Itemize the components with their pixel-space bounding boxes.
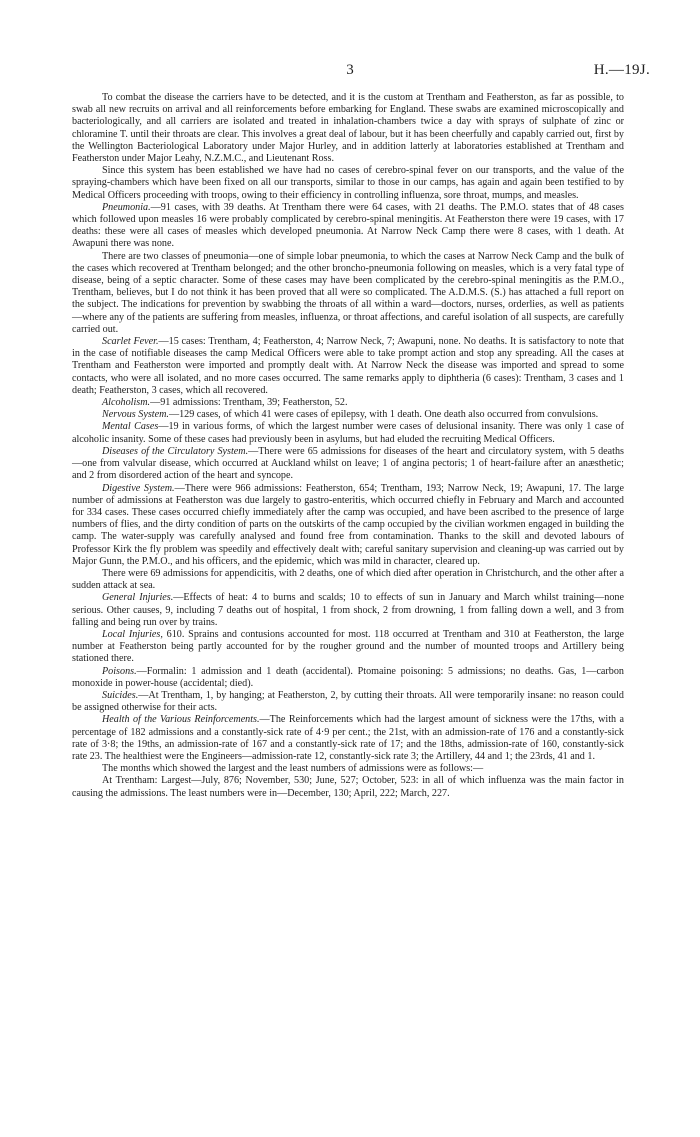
paragraph-digestive-system: Digestive System.—There were 966 admissions: Featherston, 654; Trentham, 193; Narrow Neck, 19; Awapuni, 17. The large number of admissions at Featherston was due largely to gastro-enteritis, which occurred chiefly in February and March and accounted for 334 cases. These cases occurred chiefly immediately after the camp was occupied, and have been ascribed to the presence of large numbers of flies, and the dirty condition of parts on the outskirts of the camp occupied by the civilian workmen engaged in building the camp. The water-supply was carefully analysed and found free from contamination. Thanks to the skill and devoted labours of Professor Kirk the fly problem was speedily and effectively dealt with; careful sanitary supervision and cleaning-up was carried out by Major Gunn, the P.M.O., and his officers, and the epidemic, which was mild in character, cleared up. (72, 482, 624, 567)
subheading: Diseases of the Circulatory System. (102, 445, 249, 457)
document-reference: H.—19J. (593, 62, 650, 78)
paragraph-circulatory-system: Diseases of the Circulatory System.—There were 65 admissions for diseases of the heart and circulatory system, with 5 deaths—one from valvular disease, which occurred at Auckland whilst on leave; 1 of angina pectoris; 1 of heart-failure after an anæsthetic; and 2 from disordered action of the heart and syncope. (72, 445, 624, 482)
subheading: Suicides. (102, 689, 139, 701)
paragraph-poisons: Poisons.—Formalin: 1 admission and 1 death (accidental). Ptomaine poisoning: 5 admissions; no deaths. Gas, 1—carbon monoxide in power-house (accidental; died). (72, 665, 624, 689)
paragraph: The months which showed the largest and the least numbers of admissions were as follows:— (102, 763, 484, 775)
paragraph-general-injuries: General Injuries.—Effects of heat: 4 to burns and scalds; 10 to effects of sun in January and March whilst training—none serious. Other causes, 9, including 7 deaths out of hospital, 1 from shock, 2 from drowning, 1 from falling down a well, and 3 from falling and being run over by trains. (72, 592, 624, 628)
subheading: Alcoholism. (102, 397, 151, 409)
subheading: Digestive System. (102, 482, 175, 494)
paragraph-local-injuries: Local Injuries, 610. Sprains and contusions accounted for most. 118 occurred at Trentham and 310 at Featherston, the large number at Featherston being partly accounted for by the rougher ground and the number of mounted troops and Artillery being stationed there. (72, 628, 625, 665)
paragraph: To combat the disease the carriers have to be detected, and it is the custom at Trentham and Featherston, as far as possible, to swab all new recruits on arrival and all reinforcements before embarking for England. These swabs are examined microscopically and bacteriologically, and all carriers are isolated and treated in inhalation-chambers twice a day with sprays of sulphate of zinc or chloramine T. until their throats are clear. This involves a great deal of labour, but it has been cheerfully and capably carried out, first by the Wellington Bacteriological Laboratory under Major Hurley, and in addition latterly at laboratories established at Trentham and Featherston under Major Leahy, N.Z.M.C., and Lieutenant Ross. (72, 92, 624, 165)
paragraph-pneumonia: Pneumonia.—91 cases, with 39 deaths. At Trentham there were 64 cases, with 21 deaths. The P.M.O. states that of 48 cases which followed upon measles 16 were probably complicated by cerebro-spinal meningitis. At Featherston there were 19 cases, with 17 deaths: these were all cases of measles which developed pneumonia. At Narrow Neck Camp there were 8 cases, with 1 death. At Awapuni there was none. (72, 201, 624, 250)
paragraph: At Trentham: Largest—July, 876; November, 530; June, 527; October, 523: in all of which influenza was the main factor in causing the admissions. The least numbers were in—December, 130; April, 222; March, 227. (72, 775, 624, 799)
body-text (72, 92, 624, 800)
subheading: General Injuries. (102, 592, 174, 604)
subheading: Scarlet Fever. (102, 336, 159, 348)
subheading: Mental Cases (102, 421, 159, 433)
paragraph: There are two classes of pneumonia—one of simple lobar pneumonia, to which the cases at Narrow Neck Camp and the bulk of the cases which recovered at Trentham belonged; and the other broncho-pneumonia following on measles, which is a very fatal type of disease, being of a septic character. Some of these cases may have been complicated by the cerebro-spinal meningitis as the P.M.O., Trentham, believes, but I do not think it has been proved that all were so complicated. The A.D.M.S. (S.) has attached a full report on the subject. The indications for prevention by swabbing the throats of all within a ward—doctors, nurses, orderlies, as well as patients—where any of the patients are suffering from measles, influenza, or throat affections, and careful isolation of all suspects, are carefully carried out. (72, 250, 624, 335)
subheading: Pneumonia. (102, 201, 151, 213)
paragraph-nervous-system: Nervous System.—129 cases, of which 41 were cases of epilepsy, with 1 death. One death also occurred from convulsions. (102, 409, 599, 421)
subheading: Local Injuries, (102, 628, 163, 640)
subheading: Nervous System. (102, 409, 169, 421)
subheading: Health of the Various Reinforcements. (102, 714, 260, 726)
subheading: Poisons. (102, 665, 137, 677)
paragraph: There were 69 admissions for appendicitis, with 2 deaths, one of which died after operation in Christchurch, and the other after a sudden attack at sea. (72, 567, 624, 592)
paragraph-reinforcements: Health of the Various Reinforcements.—The Reinforcements which had the largest amount of sickness were the 17ths, with a percentage of 182 admissions and a constantly-sick rate of 4·9 per cent.; the 21st, with an admission-rate of 176 and a constantly-sick rate of 3·8; the 19ths, an admission-rate of 167 and a constantly-sick rate of 17; and the 18ths, admission-rate of 160, constantly-sick rate 23. The healthiest were the Engineers—admission-rate 12, constantly-sick rate 3; the Artillery, 44 and 1; the 23rds, 41 and 1. (72, 714, 624, 762)
paragraph: Since this system has been established we have had no cases of cerebro-spinal fever on our transports, and the value of the spraying-chambers which have been fixed on all our transports, similar to those in our camps, has again and again been testified to by Medical Officers proceeding with troops, owing to their efficiency in controlling influenza, sore throat, mumps, and measles. (72, 165, 624, 201)
paragraph-mental-cases: Mental Cases—19 in various forms, of which the largest number were cases of delusional insanity. There was only 1 case of alcoholic insanity. Some of these cases had previously been in asylums, but had eluded the recruiting Medical Officers. (72, 421, 624, 445)
paragraph-scarlet-fever: Scarlet Fever.—15 cases: Trentham, 4; Featherston, 4; Narrow Neck, 7; Awapuni, none. No deaths. It is satisfactory to note that in the case of notifiable diseases the camp Medical Officers were able to take prompt action and stop any spreading. All the cases at Trentham and Featherston were imported and promptly dealt with. At Narrow Neck the disease was imported and spread to some contacts, who were all isolated, and no more cases occurred. The same remarks apply to diphtheria (6 cases): Trentham, 3 cases and 1 death; Featherston, 3 cases, which all recovered. (72, 336, 625, 396)
paragraph-alcoholism: Alcoholism.—91 admissions: Trentham, 39; Featherston, 52. (102, 397, 348, 409)
page-number: 3 (346, 62, 354, 78)
paragraph-suicides: Suicides.—At Trentham, 1, by hanging; at Featherston, 2, by cutting their throats. All were temporarily insane: no reason could be assigned otherwise for their acts. (72, 689, 624, 714)
